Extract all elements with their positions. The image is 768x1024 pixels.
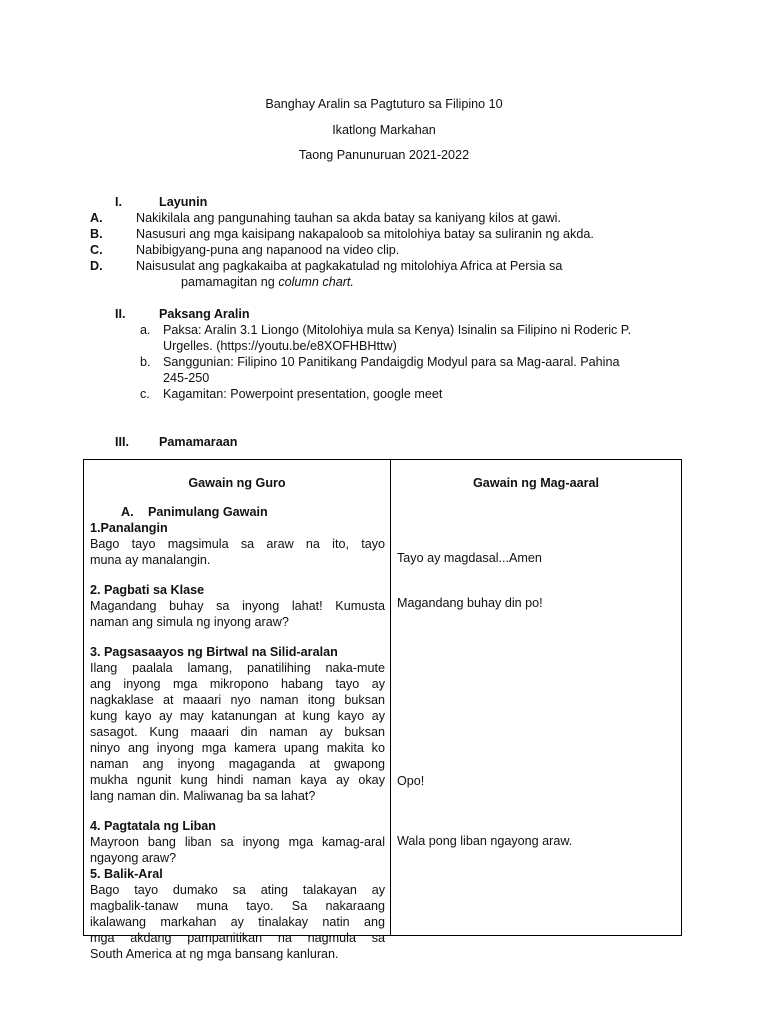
heading-liban: 4. Pagtatala ng Liban bbox=[90, 819, 216, 833]
p5-line: ikalawang markahan ay tinalakay natin ang bbox=[90, 915, 385, 929]
objective-d-continuation bbox=[181, 274, 354, 290]
section-2-number: II. bbox=[115, 307, 126, 321]
topic-a-line2: Urgelles. (https://youtu.be/e8XOFHBHttw) bbox=[163, 339, 397, 353]
section-1-number: I. bbox=[115, 195, 122, 209]
p4-line: ngayong araw? bbox=[90, 851, 177, 865]
objective-d-mark: D. bbox=[90, 259, 103, 273]
objective-c-mark: C. bbox=[90, 243, 103, 257]
subheading-mark: A. bbox=[121, 505, 134, 519]
heading-panalangin: 1.Panalangin bbox=[90, 521, 168, 535]
section-3-number: III. bbox=[115, 435, 129, 449]
p1-line: muna ay manalangin. bbox=[90, 553, 211, 567]
response-pagbati: Magandang buhay din po! bbox=[397, 596, 543, 610]
p3-line: sasagot. Kung maaari din naman ay buksan bbox=[90, 725, 385, 739]
p3-line: lang naman din. Maliwanag ba sa lahat? bbox=[90, 789, 316, 803]
heading-pagbati: 2. Pagbati sa Klase bbox=[90, 583, 205, 597]
p5-line: Bago tayo dumako sa ating talakayan ay bbox=[90, 883, 385, 897]
p4-line: Mayroon bang liban sa inyong mga kamag-aral bbox=[90, 835, 385, 849]
response-panalangin: Tayo ay magdasal...Amen bbox=[397, 551, 542, 565]
topic-b-line1: Sanggunian: Filipino 10 Panitikang Pandaigdig Modyul para sa Mag-aaral. Pahina bbox=[163, 355, 620, 369]
p5-line: South America at ng mga bansang kanluran. bbox=[90, 947, 339, 961]
topic-c-line1: Kagamitan: Powerpoint presentation, google meet bbox=[163, 387, 443, 401]
heading-balik-aral: 5. Balik-Aral bbox=[90, 867, 163, 881]
school-year: Taong Panunuruan 2021-2022 bbox=[298, 148, 470, 162]
topic-c-mark: c. bbox=[140, 387, 150, 401]
teacher-column-header: Gawain ng Guro bbox=[188, 476, 286, 490]
objective-d: Naisusulat ang pagkakaiba at pagkakatulad ng mitolohiya Africa at Persia sa bbox=[136, 259, 563, 273]
p3-line: kung kayo ay may katanungan at kung kayo ay bbox=[90, 709, 385, 723]
teacher-activities bbox=[90, 504, 385, 962]
objective-b: Nasusuri ang mga kaisipang nakapaloob sa mitolohiya batay sa suliranin ng akda. bbox=[136, 227, 594, 241]
objective-a-mark: A. bbox=[90, 211, 103, 225]
subheading bbox=[90, 504, 385, 520]
student-column-header: Gawain ng Mag-aaral bbox=[473, 476, 599, 490]
objective-a: Nakikilala ang pangunahing tauhan sa akda batay sa kaniyang kilos at gawi. bbox=[136, 211, 561, 225]
quarter-label: Ikatlong Markahan bbox=[332, 123, 436, 137]
objective-b-mark: B. bbox=[90, 227, 103, 241]
section-2-title: Paksang Aralin bbox=[159, 307, 250, 321]
section-1-title: Layunin bbox=[159, 195, 208, 209]
response-silid-aralan: Opo! bbox=[397, 774, 425, 788]
objective-c: Nabibigyang-puna ang napanood na video clip. bbox=[136, 243, 400, 257]
topic-b-line2: 245-250 bbox=[163, 371, 210, 385]
column-divider bbox=[390, 460, 391, 935]
p3-line: ang inyong mga mikropono habang tayo ay bbox=[90, 677, 385, 691]
p2-line: Magandang buhay sa inyong lahat! Kumusta bbox=[90, 599, 385, 613]
document-title: Banghay Aralin sa Pagtuturo sa Filipino 10 bbox=[265, 97, 503, 111]
p3-line: ninyo ang inyong mga kamera upang makita ko bbox=[90, 741, 385, 755]
objective-d-cont-text: pamamagitan ng bbox=[181, 275, 279, 289]
topic-b-mark: b. bbox=[140, 355, 151, 369]
objective-d-italic: column chart. bbox=[278, 275, 354, 289]
p5-line: mga akdang pampanitikan na nagmula sa bbox=[90, 931, 385, 945]
section-3-title: Pamamaraan bbox=[159, 435, 238, 449]
topic-a-line1: Paksa: Aralin 3.1 Liongo (Mitolohiya mula sa Kenya) Isinalin sa Filipino ni Roderic P. bbox=[163, 323, 632, 337]
response-liban: Wala pong liban ngayong araw. bbox=[397, 834, 573, 848]
topic-a-mark: a. bbox=[140, 323, 151, 337]
p5-line: magbalik-tanaw muna tayo. Sa nakaraang bbox=[90, 899, 385, 913]
p3-line: Ilang paalala lamang, panatilihing naka-mute bbox=[90, 661, 385, 675]
p1-line: Bago tayo magsimula sa araw na ito, tayo bbox=[90, 537, 385, 551]
p3-line: naman ang inyong magaganda at gwapong bbox=[90, 757, 385, 771]
heading-silid-aralan: 3. Pagsasaayos ng Birtwal na Silid-aralan bbox=[90, 645, 338, 659]
p3-line: nagkaklase at maaari nyo naman itong buksan bbox=[90, 693, 385, 707]
subheading-text: Panimulang Gawain bbox=[148, 505, 268, 519]
p2-line: naman ang simula ng inyong araw? bbox=[90, 615, 289, 629]
p3-line: mukha ngunit kung hindi naman kaya ay okay bbox=[90, 773, 385, 787]
procedure-table bbox=[83, 459, 682, 961]
